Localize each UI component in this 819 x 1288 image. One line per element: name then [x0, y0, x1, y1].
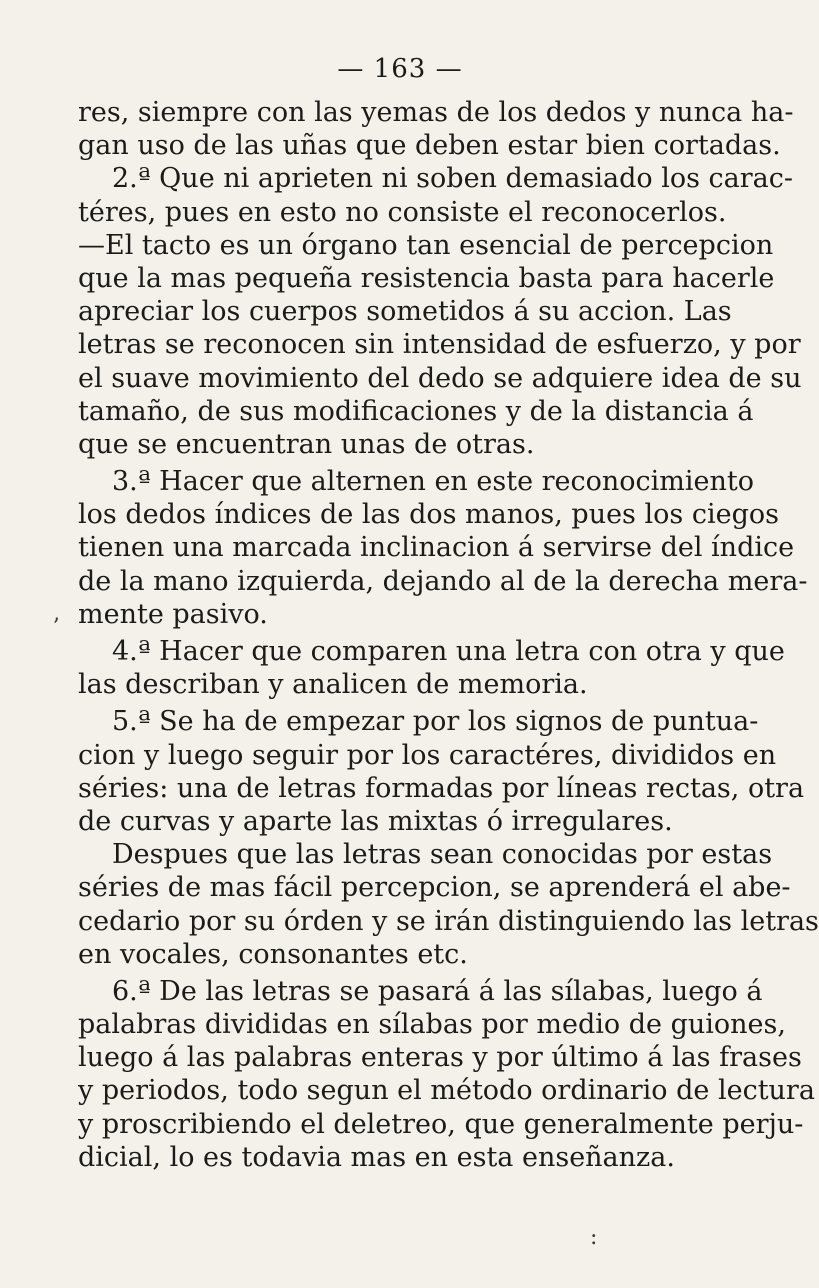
text-line: palabras divididas en sílabas por medio de guiones, — [78, 1009, 786, 1041]
text-line: cedario por su órden y se irán distinguiendo las letras — [78, 905, 819, 937]
text-line: el suave movimiento del dedo se adquiere idea de su — [78, 362, 802, 394]
text-line: cion y luego seguir por los caractéres, divididos en — [78, 739, 777, 771]
text-line: res, siempre con las yemas de los dedos y nunca ha- — [78, 97, 794, 128]
text-line: que la mas pequeña resistencia basta para hacerle — [78, 262, 775, 294]
text-line: Despues que las letras sean conocidas por estas — [112, 839, 773, 871]
text-line: séries: una de letras formadas por líneas rectas, otra — [78, 772, 805, 804]
margin-tick-mark: ʼ — [52, 615, 59, 640]
text-line: las describan y analicen de memoria. — [78, 669, 588, 701]
text-line: en vocales, consonantes etc. — [78, 938, 468, 970]
text-line: que se encuentran unas de otras. — [78, 428, 535, 460]
text-line: 6.ª De las letras se pasará á las sílabas, luego á — [112, 975, 763, 1007]
text-line: letras se reconocen sin intensidad de esfuerzo, y por — [78, 329, 801, 361]
text-line: 5.ª Se ha de empezar por los signos de puntua- — [112, 706, 759, 738]
text-line: dicial, lo es todavia mas en esta enseñanza. — [78, 1141, 675, 1173]
text-line: de la mano izquierda, dejando al de la derecha mera- — [78, 565, 808, 597]
text-line: 3.ª Hacer que alternen en este reconocimiento — [112, 466, 755, 498]
text-line: séries de mas fácil percepcion, se aprenderá el abe- — [78, 872, 791, 904]
page-number: — 163 — — [337, 54, 463, 84]
text-line: tamaño, de sus modificaciones y de la distancia á — [78, 395, 754, 427]
text-line: 4.ª Hacer que comparen una letra con otra y que — [112, 636, 785, 667]
text-line: gan uso de las uñas que deben estar bien cortadas. — [78, 130, 781, 162]
text-line: téres, pues en esto no consiste el reconocerlos. — [78, 196, 727, 228]
text-line: 2.ª Que ni aprieten ni soben demasiado los carac- — [112, 163, 793, 195]
text-line: apreciar los cuerpos sometidos á su accion. Las — [78, 296, 732, 328]
margin-colon-mark: : — [590, 1225, 598, 1250]
body-text — [78, 96, 819, 1174]
text-line: —El tacto es un órgano tan esencial de percepcion — [78, 229, 774, 261]
text-line: los dedos índices de las dos manos, pues los ciegos — [78, 499, 779, 531]
text-line: y proscribiendo el deletreo, que generalmente perju- — [78, 1108, 804, 1140]
text-line: de curvas y aparte las mixtas ó irregulares. — [78, 805, 673, 837]
text-line: luego á las palabras enteras y por último á las frases — [78, 1042, 802, 1074]
text-line: y periodos, todo segun el método ordinario de lectura — [78, 1075, 815, 1107]
text-line: mente pasivo. — [78, 598, 268, 630]
text-line: tienen una marcada inclinacion á servirse del índice — [78, 532, 795, 564]
